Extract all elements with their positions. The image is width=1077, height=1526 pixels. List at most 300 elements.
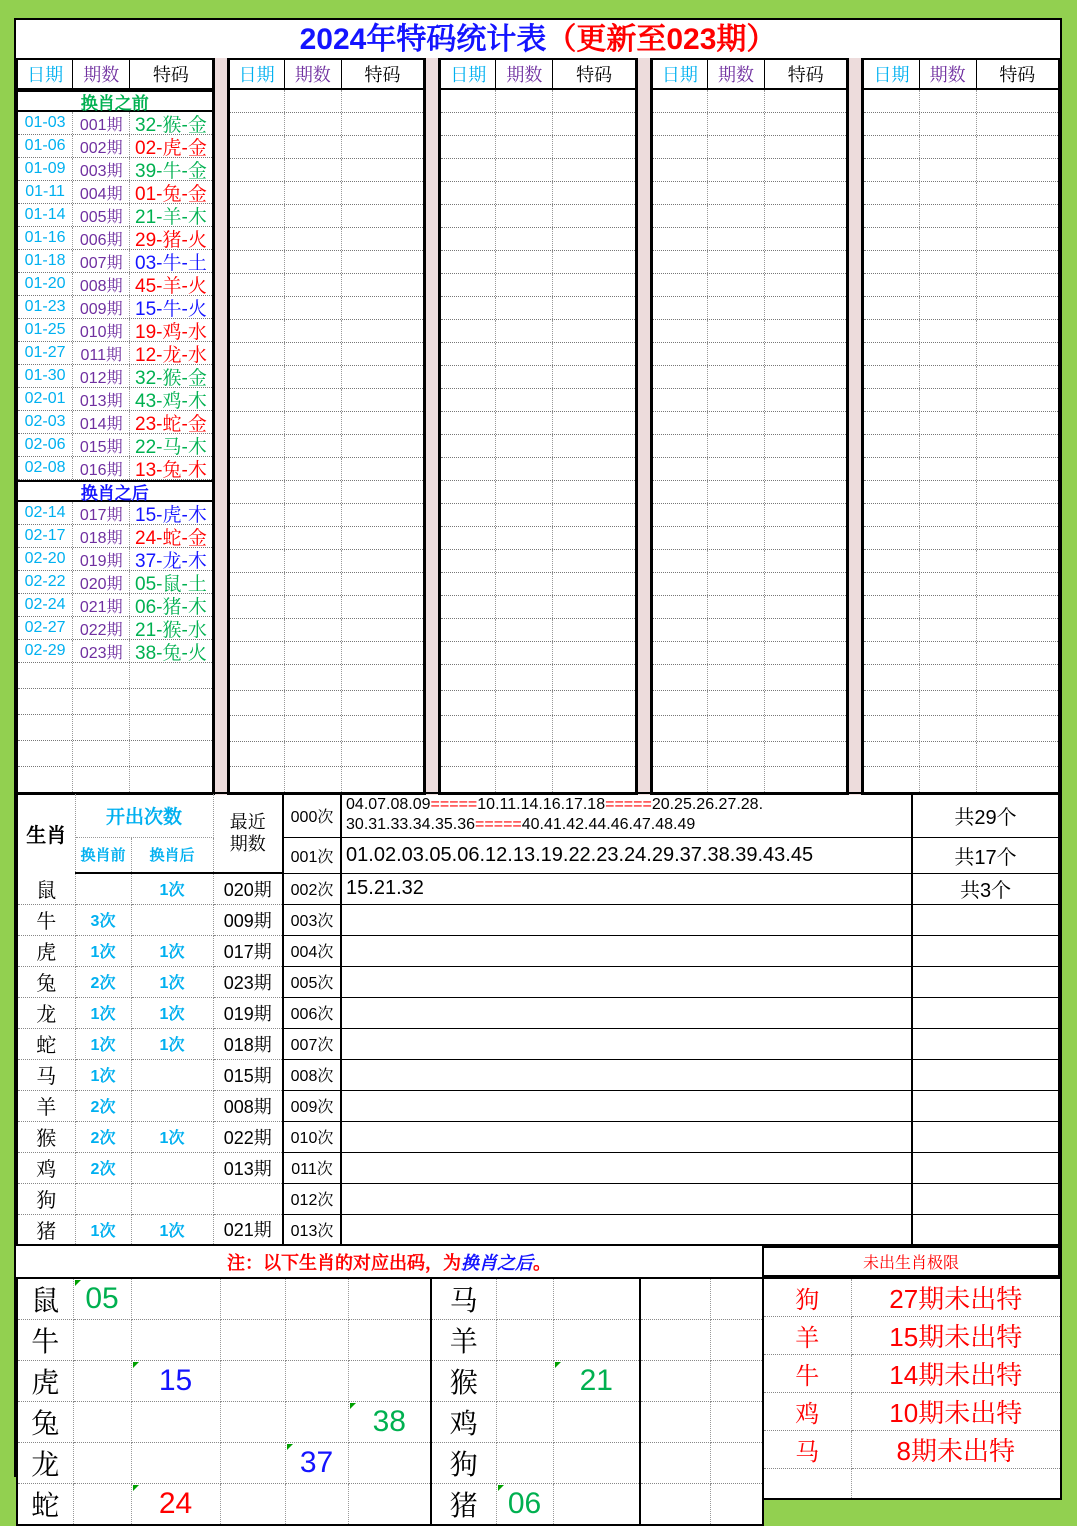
period-cell — [285, 182, 342, 204]
date-cell: 02-22 — [18, 571, 73, 593]
code-column-header: 特码 — [152, 65, 189, 85]
table-row — [864, 767, 1058, 793]
table-row — [230, 573, 424, 596]
code-number-cell — [220, 1278, 285, 1320]
before-swap-count-cell: 2次 — [75, 1152, 131, 1183]
code-number-cell — [73, 1443, 131, 1484]
text-segment: 04.07.08.09 — [346, 796, 431, 814]
date-cell — [230, 742, 285, 767]
table-row — [864, 274, 1058, 297]
code-cell — [765, 389, 846, 411]
code-cell — [977, 251, 1058, 273]
code-cell — [977, 504, 1058, 526]
code-cell — [342, 205, 423, 227]
date-cell — [230, 274, 285, 296]
period-cell: 001期 — [73, 112, 130, 134]
group-separator — [637, 58, 651, 795]
code-cell: 21-羊-木 — [135, 206, 207, 226]
code-number-cell — [220, 1484, 285, 1526]
title-main: 2024年特码统计表 — [299, 23, 547, 56]
code-cell — [342, 320, 423, 342]
table-row — [441, 412, 635, 435]
period-cell — [496, 642, 553, 664]
date-cell — [230, 596, 285, 618]
recent-period-header — [213, 793, 283, 873]
table-row — [230, 691, 424, 717]
record-group — [228, 58, 426, 795]
code-number-cell — [640, 1443, 710, 1484]
code-number-cell — [710, 1320, 763, 1361]
period-cell — [708, 274, 765, 296]
date-cell — [864, 159, 919, 181]
date-cell — [230, 458, 285, 480]
numbers-cell — [341, 837, 912, 873]
table-row — [230, 228, 424, 251]
code-cell: 45-羊-火 — [135, 275, 207, 295]
code-cell — [553, 136, 634, 158]
date-cell — [230, 297, 285, 319]
code-cell: 43-鸡-木 — [135, 390, 207, 410]
table-row — [653, 113, 847, 136]
period-cell — [285, 665, 342, 690]
date-cell — [230, 412, 285, 434]
date-cell — [653, 742, 708, 767]
table-row — [653, 596, 847, 619]
text-segment: ===== — [475, 816, 522, 834]
code-number-cell — [348, 1443, 431, 1484]
date-cell — [441, 481, 496, 503]
date-cell — [864, 366, 919, 388]
code-cell — [977, 596, 1058, 618]
code-cell — [765, 251, 846, 273]
code-cell: 06-猪-木 — [135, 596, 207, 616]
date-cell — [653, 716, 708, 741]
period-cell — [496, 320, 553, 342]
code-cell — [342, 389, 423, 411]
date-cell — [653, 366, 708, 388]
date-cell — [864, 136, 919, 158]
sheet-content — [14, 18, 1062, 1521]
date-cell — [230, 251, 285, 273]
code-cell — [977, 90, 1058, 112]
sub-header-after-swap: 换肖后 — [131, 837, 213, 873]
date-cell — [864, 767, 919, 792]
record-group-header — [864, 60, 1058, 90]
code-cell — [765, 742, 846, 767]
code-cell: 19-鸡-水 — [135, 321, 207, 341]
zodiac-cell: 羊 — [17, 1090, 75, 1121]
period-cell — [920, 596, 977, 618]
period-cell — [708, 343, 765, 365]
period-cell — [708, 389, 765, 411]
code-cell — [765, 596, 846, 618]
period-cell — [708, 159, 765, 181]
date-cell — [441, 435, 496, 457]
table-row — [763, 1355, 1061, 1393]
code-number-cell — [348, 1278, 431, 1320]
zodiac-cell: 蛇 — [17, 1028, 75, 1059]
date-cell — [864, 665, 919, 690]
date-cell — [441, 767, 496, 792]
recent-period-cell: 022期 — [213, 1121, 283, 1152]
period-cell — [285, 767, 342, 792]
after-swap-count-cell — [131, 1183, 213, 1214]
code-cell — [977, 182, 1058, 204]
date-cell — [653, 113, 708, 135]
table-row — [653, 389, 847, 412]
code-cell — [553, 691, 634, 716]
table-row — [230, 767, 424, 793]
missing-periods-cell: 14期未出特 — [851, 1355, 1061, 1393]
table-row — [18, 388, 212, 411]
table-row — [864, 90, 1058, 113]
period-cell — [920, 550, 977, 572]
date-cell — [864, 550, 919, 572]
date-cell — [441, 412, 496, 434]
numbers-cell — [341, 935, 912, 966]
date-cell — [653, 412, 708, 434]
date-cell: 01-20 — [18, 273, 73, 295]
table-row — [431, 1320, 763, 1361]
date-cell — [230, 504, 285, 526]
table-row — [18, 741, 212, 767]
code-cell — [553, 366, 634, 388]
table-row — [653, 251, 847, 274]
missing-periods-cell: 15期未出特 — [851, 1317, 1061, 1355]
table-row — [230, 665, 424, 691]
before-swap-count-cell: 1次 — [75, 1214, 131, 1245]
code-cell: 32-猴-金 — [135, 114, 207, 134]
text-segment: ===== — [430, 796, 478, 814]
table-row — [653, 205, 847, 228]
period-cell — [708, 691, 765, 716]
recent-period-cell: 015期 — [213, 1059, 283, 1090]
code-cell — [977, 412, 1058, 434]
code-number-cell — [710, 1278, 763, 1320]
after-swap-count-cell: 1次 — [131, 873, 213, 904]
date-cell: 02-03 — [18, 411, 73, 433]
period-cell: 013期 — [73, 388, 130, 410]
numbers-cell — [341, 1152, 912, 1183]
period-cell — [920, 297, 977, 319]
table-row — [17, 1183, 1059, 1214]
date-cell — [441, 343, 496, 365]
period-cell — [285, 527, 342, 549]
period-cell — [285, 251, 342, 273]
recent-period-cell: 008期 — [213, 1090, 283, 1121]
zodiac-codes-right-table — [430, 1277, 764, 1526]
code-cell — [342, 767, 423, 792]
code-cell — [765, 320, 846, 342]
missing-periods-cell: 8期未出特 — [851, 1431, 1061, 1469]
date-cell — [230, 113, 285, 135]
code-cell — [765, 691, 846, 716]
zodiac-cell: 牛 — [17, 904, 75, 935]
code-number-cell — [496, 1402, 553, 1443]
code-cell — [553, 113, 634, 135]
table-row — [431, 1278, 763, 1320]
date-cell — [864, 504, 919, 526]
stats-table — [16, 792, 1060, 1246]
date-cell: 02-06 — [18, 434, 73, 456]
text-segment: 01.02.03.05.06.12.13.19.22.23.24.29.37.38.39.43.45 — [346, 843, 814, 866]
numbers-line — [346, 844, 911, 867]
code-number-cell: 21 — [553, 1361, 640, 1402]
period-cell — [285, 481, 342, 503]
period-cell — [496, 412, 553, 434]
date-cell: 01-06 — [18, 135, 73, 157]
count-total-cell — [912, 904, 1059, 935]
table-row — [230, 596, 424, 619]
date-cell — [18, 689, 73, 714]
period-cell — [920, 159, 977, 181]
period-cell — [708, 742, 765, 767]
before-swap-count-cell: 1次 — [75, 997, 131, 1028]
code-number-cell — [285, 1361, 348, 1402]
draw-times-label: 003次 — [283, 904, 341, 935]
code-cell — [553, 90, 634, 112]
date-cell — [441, 274, 496, 296]
table-row — [653, 504, 847, 527]
recent-header-line: 期数 — [229, 834, 266, 854]
period-cell — [708, 320, 765, 342]
date-cell — [230, 527, 285, 549]
numbers-line — [346, 795, 911, 815]
recent-period-cell: 019期 — [213, 997, 283, 1028]
before-swap-count-cell: 2次 — [75, 1121, 131, 1152]
zodiac-cell: 鸡 — [763, 1393, 851, 1431]
text-segment: 。 — [533, 1252, 551, 1273]
table-row — [18, 640, 212, 663]
zodiac-codes-left-table — [16, 1277, 432, 1526]
zodiac-cell: 狗 — [17, 1183, 75, 1214]
table-row — [864, 665, 1058, 691]
record-group — [862, 58, 1060, 795]
period-column-header: 期数 — [920, 60, 977, 88]
table-row — [441, 573, 635, 596]
after-swap-count-cell: 1次 — [131, 1028, 213, 1059]
period-cell — [285, 642, 342, 664]
zodiac-cell: 鸡 — [431, 1402, 496, 1443]
record-group-header — [18, 60, 212, 90]
code-number-cell: 37 — [285, 1443, 348, 1484]
code-cell: 24-蛇-金 — [135, 527, 207, 547]
date-cell — [441, 573, 496, 595]
date-column-header: 日期 — [230, 60, 285, 88]
period-cell — [285, 619, 342, 641]
code-cell — [342, 481, 423, 503]
table-row — [17, 1090, 1059, 1121]
draw-times-label: 006次 — [283, 997, 341, 1028]
code-cell — [765, 228, 846, 250]
table-row — [441, 767, 635, 793]
code-cell — [765, 435, 846, 457]
code-cell — [765, 412, 846, 434]
code-number-cell — [640, 1320, 710, 1361]
table-row — [441, 251, 635, 274]
period-cell — [920, 458, 977, 480]
limit-table-header: 未出生肖极限 — [762, 1246, 1060, 1277]
date-cell: 02-27 — [18, 617, 73, 639]
date-column-header: 日期 — [18, 60, 73, 88]
period-cell — [708, 182, 765, 204]
period-cell — [496, 716, 553, 741]
table-row — [230, 742, 424, 768]
record-group-header — [441, 60, 635, 90]
zodiac-cell: 鸡 — [17, 1152, 75, 1183]
count-total-cell: 共17个 — [912, 837, 1059, 873]
code-cell — [342, 596, 423, 618]
period-cell — [708, 767, 765, 792]
code-cell — [130, 741, 211, 766]
date-cell — [230, 716, 285, 741]
code-cell — [553, 619, 634, 641]
code-number-cell — [220, 1361, 285, 1402]
table-row — [653, 642, 847, 665]
period-cell — [920, 343, 977, 365]
date-cell — [18, 741, 73, 766]
table-row — [441, 297, 635, 320]
date-cell: 02-17 — [18, 525, 73, 547]
code-cell — [342, 550, 423, 572]
code-cell — [977, 435, 1058, 457]
code-cell — [977, 458, 1058, 480]
draw-times-label: 004次 — [283, 935, 341, 966]
date-cell — [441, 205, 496, 227]
date-cell — [653, 205, 708, 227]
code-cell: 02-虎-金 — [135, 137, 207, 157]
table-row — [230, 504, 424, 527]
date-cell — [653, 481, 708, 503]
code-cell — [553, 767, 634, 792]
code-cell: 22-马-木 — [135, 436, 207, 456]
date-cell — [230, 619, 285, 641]
table-row — [864, 251, 1058, 274]
period-cell — [708, 458, 765, 480]
code-number-cell: 06 — [496, 1484, 553, 1526]
period-cell — [920, 389, 977, 411]
table-row — [230, 182, 424, 205]
table-row — [441, 481, 635, 504]
code-cell — [765, 297, 846, 319]
period-cell — [496, 159, 553, 181]
period-cell — [285, 573, 342, 595]
code-number-cell — [710, 1484, 763, 1526]
table-row — [864, 136, 1058, 159]
limit-table — [762, 1277, 1062, 1500]
table-row — [17, 1278, 431, 1320]
recent-period-cell: 023期 — [213, 966, 283, 997]
after-swap-count-cell — [131, 1152, 213, 1183]
table-row — [864, 596, 1058, 619]
zodiac-cell: 鼠 — [17, 873, 75, 904]
table-row — [441, 205, 635, 228]
count-total-cell — [912, 935, 1059, 966]
table-row — [230, 297, 424, 320]
period-cell — [920, 573, 977, 595]
date-cell — [864, 113, 919, 135]
date-cell: 01-09 — [18, 158, 73, 180]
recent-period-cell: 018期 — [213, 1028, 283, 1059]
table-row — [431, 1361, 763, 1402]
table-row — [864, 619, 1058, 642]
zodiac-cell: 猪 — [17, 1214, 75, 1245]
code-number-cell — [220, 1320, 285, 1361]
recent-period-cell: 020期 — [213, 873, 283, 904]
code-cell — [553, 274, 634, 296]
date-cell — [230, 182, 285, 204]
period-cell — [496, 619, 553, 641]
zodiac-cell: 羊 — [431, 1320, 496, 1361]
code-cell: 13-兔-木 — [135, 459, 207, 479]
zodiac-cell: 狗 — [763, 1278, 851, 1317]
zodiac-cell: 虎 — [17, 935, 75, 966]
zodiac-cell: 马 — [431, 1278, 496, 1320]
table-row — [17, 935, 1059, 966]
date-cell — [653, 619, 708, 641]
date-cell — [441, 642, 496, 664]
table-row — [441, 527, 635, 550]
date-cell — [864, 742, 919, 767]
code-cell — [342, 90, 423, 112]
period-cell — [285, 113, 342, 135]
table-row — [431, 1402, 763, 1443]
date-cell — [864, 596, 919, 618]
date-cell — [653, 665, 708, 690]
code-cell — [765, 113, 846, 135]
date-cell — [653, 642, 708, 664]
code-cell — [342, 619, 423, 641]
table-row — [763, 1317, 1061, 1355]
date-cell — [864, 716, 919, 741]
date-cell — [864, 389, 919, 411]
code-number-cell — [348, 1361, 431, 1402]
period-cell — [285, 320, 342, 342]
period-cell — [708, 205, 765, 227]
date-cell: 02-14 — [18, 502, 73, 524]
count-total-cell — [912, 1152, 1059, 1183]
code-number-cell — [285, 1484, 348, 1526]
code-number-cell — [640, 1484, 710, 1526]
draw-times-label: 011次 — [283, 1152, 341, 1183]
table-row — [864, 412, 1058, 435]
table-row — [653, 435, 847, 458]
date-cell: 01-14 — [18, 204, 73, 226]
date-cell — [230, 665, 285, 690]
date-cell — [653, 389, 708, 411]
code-number-cell — [131, 1402, 220, 1443]
table-row — [17, 1361, 431, 1402]
code-cell — [553, 343, 634, 365]
period-cell: 020期 — [73, 571, 130, 593]
table-row — [18, 296, 212, 319]
table-row — [653, 665, 847, 691]
code-cell — [342, 435, 423, 457]
zodiac-header: 生肖 — [17, 793, 75, 873]
date-cell — [441, 619, 496, 641]
period-cell — [708, 90, 765, 112]
code-cell — [765, 159, 846, 181]
code-cell — [977, 136, 1058, 158]
code-cell: 01-兔-金 — [135, 183, 207, 203]
table-row — [653, 136, 847, 159]
period-cell — [496, 113, 553, 135]
code-cell — [553, 389, 634, 411]
code-number-cell: 15 — [131, 1361, 220, 1402]
code-cell — [342, 159, 423, 181]
period-cell — [496, 182, 553, 204]
recent-header-line: 最近 — [229, 812, 266, 832]
